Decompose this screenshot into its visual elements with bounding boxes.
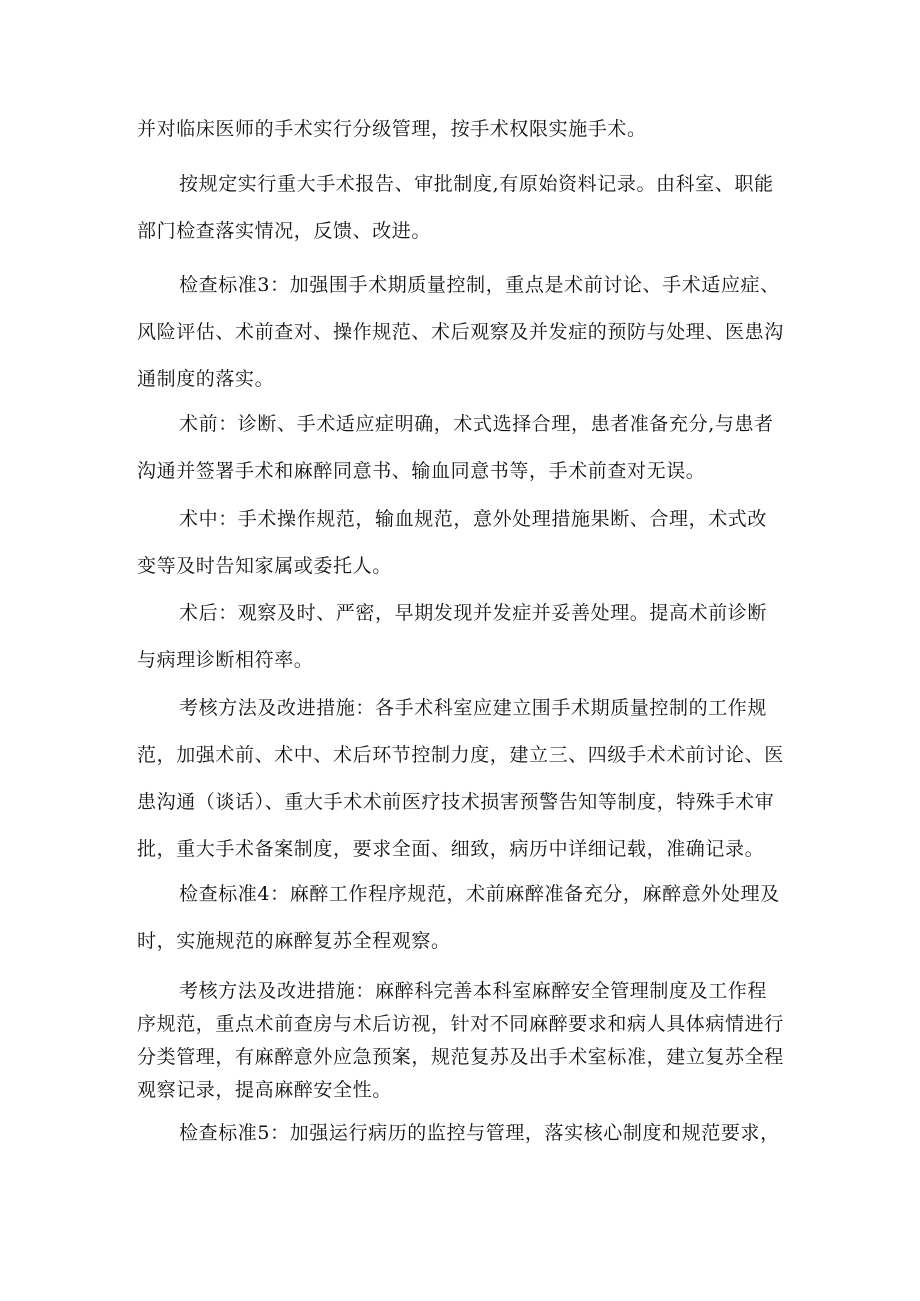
text-line: 检查标准3：加强围手术期质量控制，重点是术前讨论、手术适应症、 bbox=[179, 274, 780, 296]
text-line: 与病理诊断相符率。 bbox=[137, 649, 314, 671]
text-line: 时，实施规范的麻醉复苏全程观察。 bbox=[137, 930, 451, 952]
paragraph-standard-4 bbox=[137, 871, 797, 965]
text-line: 术后：观察及时、严密，早期发现并发症并妥善处理。提高术前诊断 bbox=[179, 602, 768, 624]
text-line: 风险评估、术前查对、操作规范、术后观察及并发症的预防与处理、医患沟 bbox=[137, 321, 784, 343]
text-line: 变等及时告知家属或委托人。 bbox=[137, 555, 392, 577]
paragraph-preoperative bbox=[137, 401, 797, 495]
paragraph-surgery-grading bbox=[137, 106, 797, 153]
text-line: 患沟通（谈话）、重大手术术前医疗技术损害预警告知等制度，特殊手术审 bbox=[137, 791, 775, 813]
text-line: 并对临床医师的手术实行分级管理，按手术权限实施手术。 bbox=[137, 118, 647, 140]
text-line: 批，重大手术备案制度，要求全面、细致，病历中详细记载，准确记录。 bbox=[137, 838, 765, 860]
text-line: 通制度的落实。 bbox=[137, 368, 275, 390]
text-line: 序规范，重点术前查房与术后访视，针对不同麻醉要求和病人具体病情进行 bbox=[137, 1013, 784, 1035]
text-line: 检查标准5：加强运行病历的监控与管理，落实核心制度和规范要求， bbox=[179, 1122, 780, 1144]
text-line: 按规定实行重大手术报告、审批制度,有原始资料记录。由科室、职能 bbox=[179, 173, 774, 195]
paragraph-major-surgery-report bbox=[137, 161, 797, 255]
text-line: 考核方法及改进措施：各手术科室应建立围手术期质量控制的工作规 bbox=[179, 697, 768, 719]
paragraph-intraoperative bbox=[137, 496, 797, 590]
paragraph-assessment-surgery bbox=[137, 685, 797, 873]
text-line: 分类管理，有麻醉意外应急预案，规范复苏及出手术室标准，建立复苏全程 bbox=[137, 1046, 784, 1068]
paragraph-postoperative bbox=[137, 590, 797, 684]
text-line: 检查标准4：麻醉工作程序规范，术前麻醉准备充分，麻醉意外处理及 bbox=[179, 883, 780, 905]
text-line: 术中：手术操作规范，输血规范，意外处理措施果断、合理，术式改 bbox=[179, 508, 768, 530]
text-line: 沟通并签署手术和麻醉同意书、输血同意书等，手术前查对无误。 bbox=[137, 460, 706, 482]
text-line: 术前：诊断、手术适应症明确，术式选择合理，患者准备充分,与患者 bbox=[179, 413, 774, 435]
text-line: 考核方法及改进措施：麻醉科完善本科室麻醉安全管理制度及工作程 bbox=[179, 980, 768, 1002]
paragraph-standard-5 bbox=[137, 1110, 797, 1157]
paragraph-standard-3 bbox=[137, 262, 797, 403]
paragraph-assessment-anesthesia bbox=[137, 975, 797, 1107]
text-line: 范，加强术前、术中、术后环节控制力度，建立三、四级手术术前讨论、医 bbox=[137, 744, 784, 766]
text-line: 部门检查落实情况，反馈、改进。 bbox=[137, 220, 432, 242]
text-line: 观察记录，提高麻醉安全性。 bbox=[137, 1079, 392, 1101]
